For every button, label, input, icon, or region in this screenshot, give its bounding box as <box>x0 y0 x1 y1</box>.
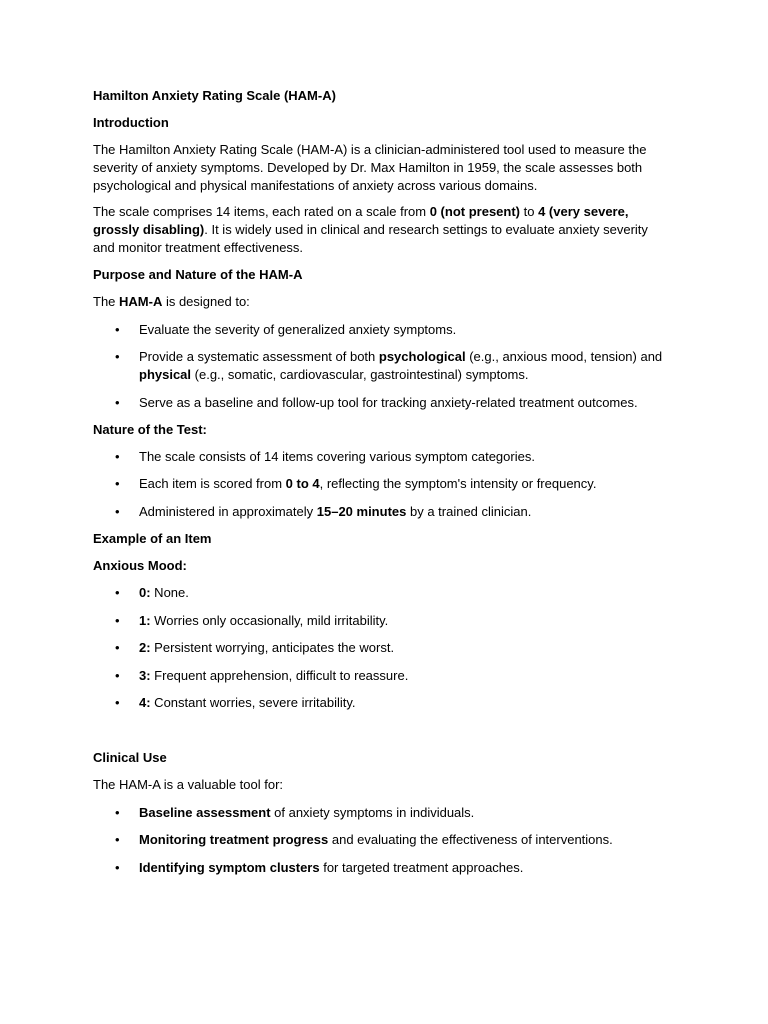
list-item: The scale consists of 14 items covering various symptom categories. <box>139 449 535 464</box>
list-item: Administered in approximately 15–20 minutes by a trained clinician. <box>139 504 532 519</box>
bullet: • <box>115 668 120 683</box>
example-subheading: Anxious Mood: <box>93 558 187 573</box>
bullet: • <box>115 504 120 519</box>
bullet: • <box>115 585 120 600</box>
bullet: • <box>115 613 120 628</box>
list-item: Baseline assessment of anxiety symptoms in individuals. <box>139 805 475 820</box>
introduction-heading: Introduction <box>93 115 169 130</box>
bullet: • <box>115 449 120 464</box>
list-item: 1: Worries only occasionally, mild irritability. <box>139 613 389 628</box>
clinical-intro: The HAM-A is a valuable tool for: <box>93 777 284 792</box>
nature-heading: Nature of the Test: <box>93 422 207 437</box>
list-item: Each item is scored from 0 to 4, reflecting the symptom's intensity or frequency. <box>139 476 597 491</box>
bullet: • <box>115 860 120 875</box>
bullet: • <box>115 322 120 337</box>
bullet: • <box>115 805 120 820</box>
list-item: Identifying symptom clusters for targeted treatment approaches. <box>139 860 524 875</box>
list-item: 0: None. <box>139 585 189 600</box>
list-item: Monitoring treatment progress and evaluating the effectiveness of interventions. <box>139 832 613 847</box>
purpose-intro: The HAM-A is designed to: <box>93 294 250 309</box>
list-item: 3: Frequent apprehension, difficult to reassure. <box>139 668 409 683</box>
introduction-paragraph-1: The Hamilton Anxiety Rating Scale (HAM-A) is a clinician-administered tool used to measure the severity of anxiety symptoms. Developed by Dr. Max Hamilton in 1959, the scale assesses both psychological and physical manifestations of anxiety across various domains. <box>93 142 647 193</box>
bullet: • <box>115 695 120 710</box>
introduction-paragraph-2: The scale comprises 14 items, each rated on a scale from 0 (not present) to 4 (very severe, grossly disabling). It is widely used in clinical and research settings to evaluate anxiety severity and monitor treatment effectiveness. <box>93 204 648 255</box>
document-title: Hamilton Anxiety Rating Scale (HAM-A) <box>93 88 336 103</box>
bullet: • <box>115 640 120 655</box>
bullet: • <box>115 395 120 410</box>
list-item: 4: Constant worries, severe irritability. <box>139 695 356 710</box>
purpose-heading: Purpose and Nature of the HAM-A <box>93 267 303 282</box>
bullet: • <box>115 476 120 491</box>
example-heading: Example of an Item <box>93 531 212 546</box>
list-item: Provide a systematic assessment of both psychological (e.g., anxious mood, tension) and physical (e.g., somatic, cardiovascular, gastrointestinal) symptoms. <box>139 349 663 382</box>
list-item: Serve as a baseline and follow-up tool for tracking anxiety-related treatment outcomes. <box>139 395 638 410</box>
list-item: Evaluate the severity of generalized anxiety symptoms. <box>139 322 457 337</box>
bullet: • <box>115 349 120 364</box>
bullet: • <box>115 832 120 847</box>
list-item: 2: Persistent worrying, anticipates the worst. <box>139 640 395 655</box>
clinical-heading: Clinical Use <box>93 750 167 765</box>
